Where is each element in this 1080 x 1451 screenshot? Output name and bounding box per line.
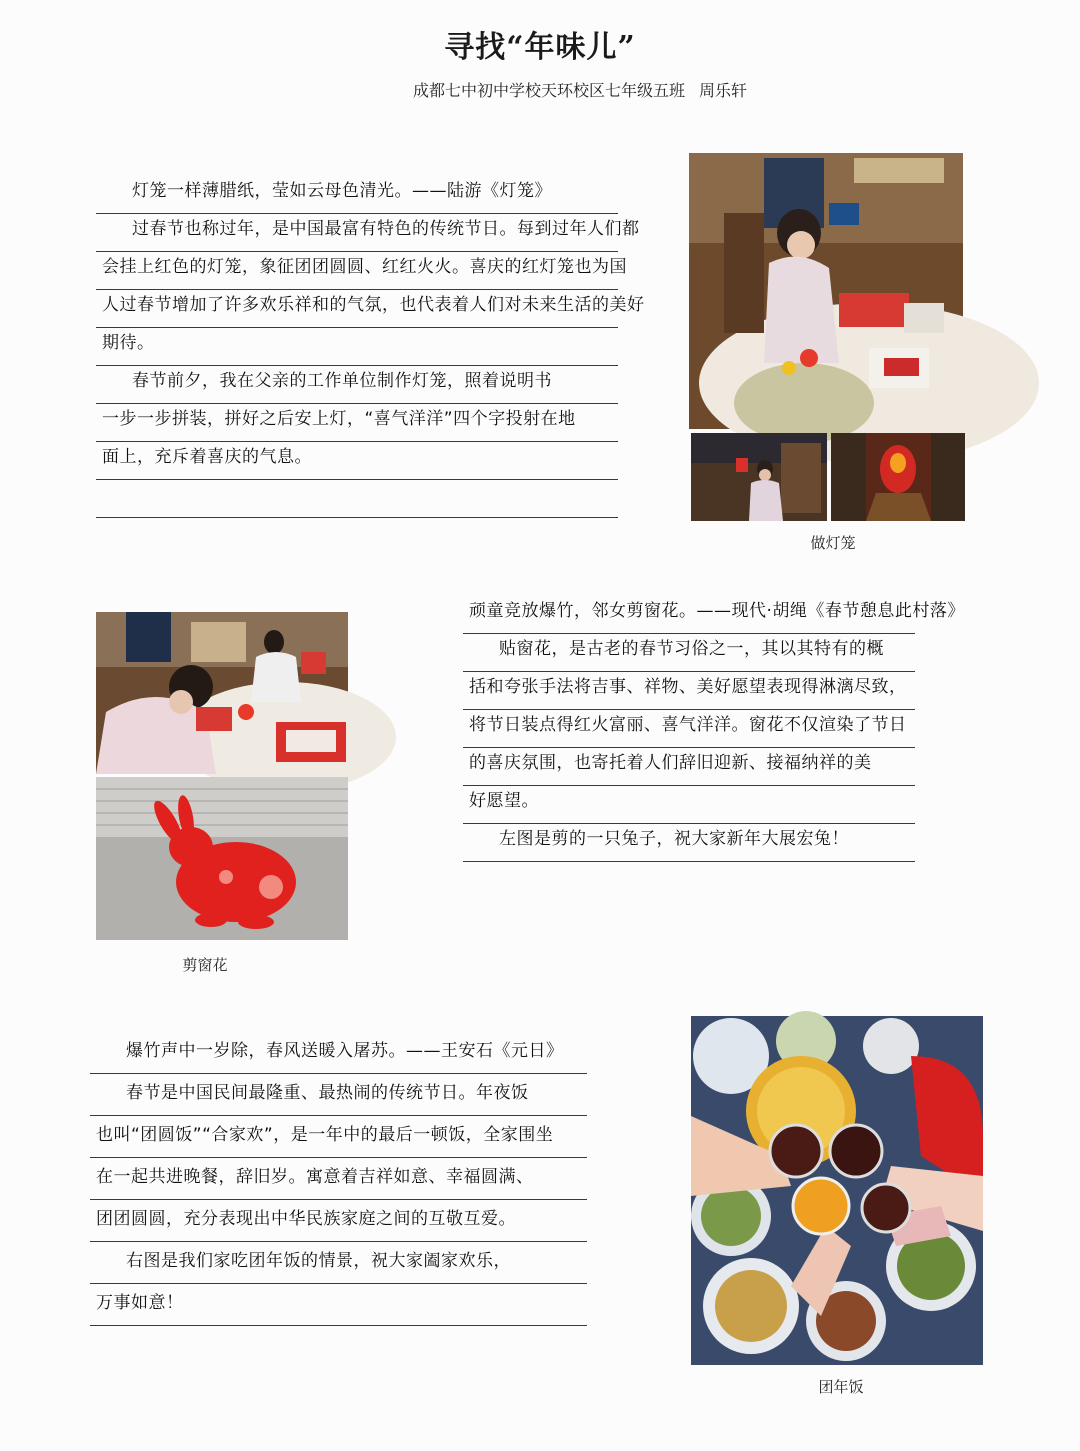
text-line: 一步一步拼装，拼好之后安上灯，“喜气洋洋”四个字投射在地 bbox=[96, 404, 618, 442]
text-line: 人过春节增加了许多欢乐祥和的气氛，也代表着人们对未来生活的美好 bbox=[96, 290, 618, 328]
text-line: 好愿望。 bbox=[463, 786, 915, 824]
text-line: 顽童竞放爆竹，邻女剪窗花。——现代·胡绳《春节憩息此村落》 bbox=[463, 596, 915, 634]
photo-caption: 团年饭 bbox=[818, 1378, 864, 1396]
text-line: 的喜庆氛围，也寄托着人们辞旧迎新、接福纳祥的美 bbox=[463, 748, 915, 786]
lantern-text-block bbox=[96, 176, 645, 526]
page-title: 寻找“年味儿” bbox=[444, 30, 636, 65]
text-line: 将节日装点得红火富丽、喜气洋洋。窗花不仅渲染了节日 bbox=[463, 710, 915, 748]
page-subtitle bbox=[0, 78, 1080, 101]
text-line: 会挂上红色的灯笼，象征团团圆圆、红红火火。喜庆的红灯笼也为国 bbox=[96, 252, 618, 290]
author-name: 周乐轩 bbox=[699, 81, 748, 100]
text-line: 贴窗花，是古老的春节习俗之一，其以其特有的概 bbox=[463, 634, 915, 672]
text-line: 也叫“团圆饭”“合家欢”，是一年中的最后一顿饭，全家围坐 bbox=[90, 1120, 587, 1158]
papercut-text-block bbox=[463, 596, 965, 866]
text-line: 右图是我们家吃团年饭的情景，祝大家阖家欢乐， bbox=[90, 1246, 587, 1284]
text-line: 爆竹声中一岁除，春风送暖入屠苏。——王安石《元日》 bbox=[90, 1036, 587, 1074]
school-class: 成都七中初中学校天环校区七年级五班 bbox=[412, 81, 685, 100]
text-line: 左图是剪的一只兔子，祝大家新年大展宏兔！ bbox=[463, 824, 915, 862]
text-line: 春节前夕，我在父亲的工作单位制作灯笼，照着说明书 bbox=[96, 366, 618, 404]
text-line: 灯笼一样薄腊纸，莹如云母色清光。——陆游《灯笼》 bbox=[96, 176, 618, 214]
reunion-dinner-toast-photo bbox=[691, 1016, 983, 1365]
text-line bbox=[96, 480, 618, 518]
text-line: 团团圆圆，充分表现出中华民族家庭之间的互敬互爱。 bbox=[90, 1204, 587, 1242]
text-line: 万事如意！ bbox=[90, 1288, 587, 1326]
paper-cutting-photo bbox=[96, 612, 348, 774]
dinner-text-block bbox=[90, 1036, 587, 1336]
text-line: 期待。 bbox=[96, 328, 618, 366]
text-line: 过春节也称过年，是中国最富有特色的传统节日。每到过年人们都 bbox=[96, 214, 618, 252]
photo-caption: 剪窗花 bbox=[182, 956, 228, 974]
girl-with-lantern-photo bbox=[691, 433, 827, 521]
text-line: 括和夸张手法将吉事、祥物、美好愿望表现得淋漓尽致， bbox=[463, 672, 915, 710]
text-line: 面上，充斥着喜庆的气息。 bbox=[96, 442, 618, 480]
photo-caption: 做灯笼 bbox=[810, 534, 856, 552]
lit-lantern-photo bbox=[831, 433, 965, 521]
rabbit-papercut-photo bbox=[96, 777, 348, 940]
lantern-making-photo bbox=[689, 153, 963, 429]
text-line: 春节是中国民间最隆重、最热闹的传统节日。年夜饭 bbox=[90, 1078, 587, 1116]
text-line: 在一起共进晚餐，辞旧岁。寓意着吉祥如意、幸福圆满、 bbox=[90, 1162, 587, 1200]
